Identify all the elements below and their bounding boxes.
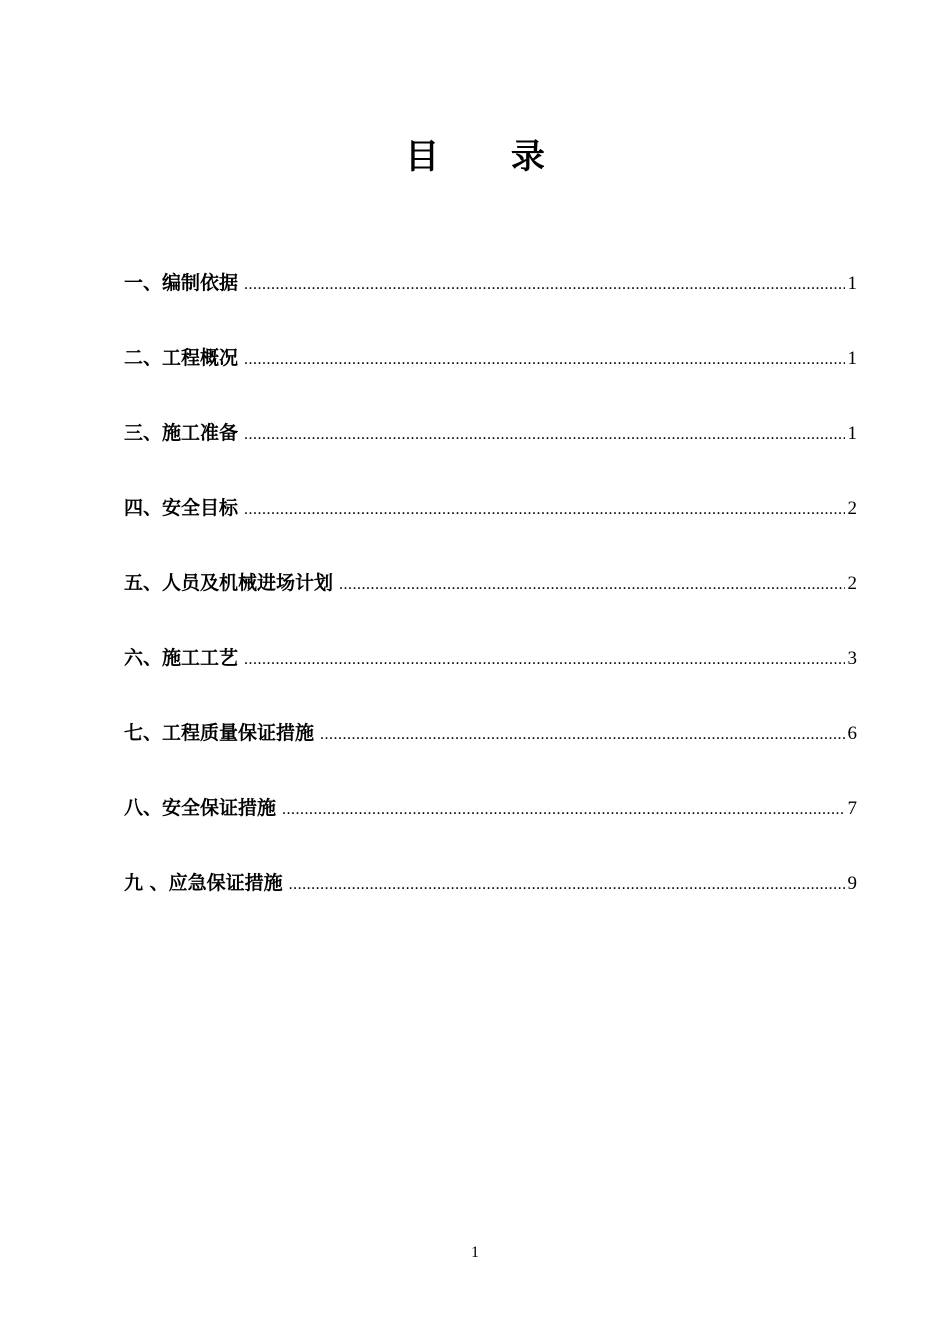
- toc-entry-label: 四、安全目标: [124, 497, 239, 519]
- dot-leader: [244, 342, 844, 378]
- toc-entry-label: 五、人员及机械进场计划: [124, 572, 334, 594]
- toc-entry[interactable]: [124, 715, 857, 790]
- toc-entry[interactable]: [124, 340, 857, 415]
- toc-entry-label: 三、施工准备: [124, 422, 239, 444]
- page-number: 1: [471, 1244, 479, 1261]
- toc-entry[interactable]: [124, 415, 857, 490]
- toc-entry-label: 八、安全保证措施: [124, 797, 277, 819]
- toc-entry[interactable]: [124, 790, 857, 865]
- toc-entry[interactable]: [124, 865, 857, 940]
- toc-entry[interactable]: [124, 490, 857, 565]
- dot-leader: [244, 642, 844, 678]
- toc-entry-label: 一、编制依据: [124, 272, 239, 294]
- toc-entry-page: 1: [847, 348, 857, 369]
- toc-entry-page: 6: [847, 723, 857, 744]
- toc-entry-page: 9: [847, 873, 857, 894]
- dot-leader: [244, 267, 844, 303]
- toc-entry-label: 二、工程概况: [124, 347, 239, 369]
- toc-entry-page: 2: [847, 573, 857, 594]
- dot-leader: [339, 567, 844, 603]
- dot-leader: [289, 867, 845, 903]
- toc-entry-page: 1: [847, 423, 857, 444]
- toc-entry-page: 2: [847, 498, 857, 519]
- toc-entry-label: 七、工程质量保证措施: [124, 722, 315, 744]
- toc-entry[interactable]: [124, 640, 857, 715]
- dot-leader: [244, 492, 844, 528]
- toc-entry-label: 九 、应急保证措施: [124, 872, 283, 894]
- toc-entry-page: 3: [847, 648, 857, 669]
- dot-leader: [244, 417, 844, 453]
- dot-leader: [320, 717, 844, 753]
- dot-leader: [282, 792, 844, 828]
- toc-entry-page: 7: [847, 798, 857, 819]
- toc-entry[interactable]: [124, 265, 857, 340]
- toc-title: 目 录: [405, 137, 575, 177]
- toc-entry[interactable]: [124, 565, 857, 640]
- toc-entry-label: 六、施工工艺: [124, 647, 239, 669]
- toc-entry-page: 1: [847, 273, 857, 294]
- toc-list: [124, 265, 857, 940]
